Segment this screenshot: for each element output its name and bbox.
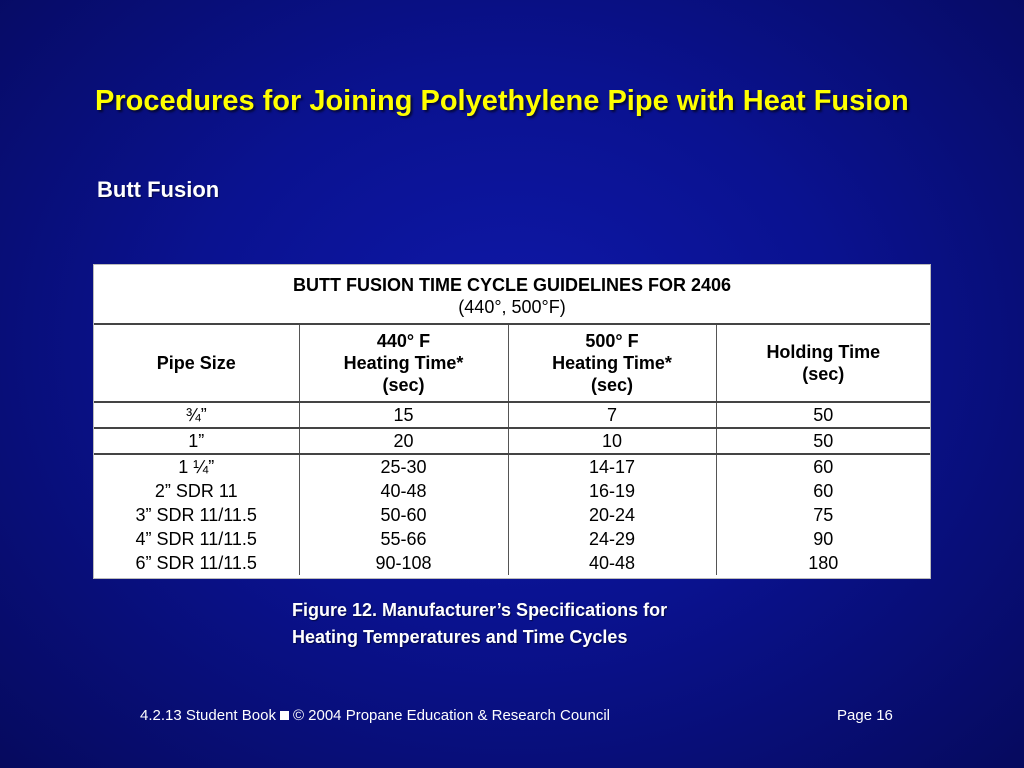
header-line: 440° F (376, 331, 431, 351)
table-row (94, 527, 930, 551)
column-header-500f (508, 324, 716, 402)
cell-holding-time: 90 (813, 529, 834, 549)
caption-line-2: Heating Temperatures and Time Cycles (292, 627, 628, 647)
cell-holding-time: 50 (716, 428, 930, 454)
footer-book-label: 4.2.13 Student Book (140, 707, 276, 724)
cell-heating-500: 24-29 (508, 527, 716, 551)
table-row (94, 503, 930, 527)
table-subheading: (440°, 500°F) (458, 297, 566, 317)
table-caption-row (94, 265, 930, 324)
cell-heating-500: 16-19 (508, 479, 716, 503)
square-bullet-icon (280, 711, 289, 720)
footer-copyright: © 2004 Propane Education & Research Council (292, 707, 611, 724)
slide-title: Procedures for Joining Polyethylene Pipe with Heat Fusion (95, 85, 909, 117)
cell-holding-time: 60 (813, 457, 834, 477)
cell-heating-440: 15 (299, 402, 508, 428)
spec-table-figure (93, 264, 931, 579)
caption-line-1: Figure 12. Manufacturer’s Specifications for (292, 600, 668, 620)
cell-pipe-size: 1” (94, 428, 299, 454)
column-header-pipe-size (94, 324, 299, 402)
header-line: Holding Time (766, 342, 881, 362)
header-line: (sec) (590, 375, 634, 395)
cell-pipe-size: 4” SDR 11/11.5 (94, 527, 299, 551)
cell-heating-500: 10 (508, 428, 716, 454)
cell-pipe-size: 3” SDR 11/11.5 (94, 503, 299, 527)
cell-heating-440: 20 (299, 428, 508, 454)
cell-heating-500: 14-17 (508, 454, 716, 479)
column-header-holding-time (716, 324, 930, 402)
table-row (94, 402, 930, 428)
header-line: (sec) (802, 364, 845, 384)
slide-subtitle: Butt Fusion (97, 177, 220, 202)
cell-pipe-size: 2” SDR 11 (94, 479, 299, 503)
cell-heating-500: 20-24 (508, 503, 716, 527)
page-number: Page 16 (837, 707, 893, 724)
cell-heating-500: 7 (508, 402, 716, 428)
figure-caption (292, 597, 812, 651)
header-line: Pipe Size (156, 353, 236, 373)
table-caption-cell (94, 265, 930, 324)
cell-holding-time: 50 (716, 402, 930, 428)
table-row (94, 551, 930, 575)
table-heading: BUTT FUSION TIME CYCLE GUIDELINES FOR 2406 (293, 275, 732, 295)
table-row (94, 428, 930, 454)
header-line: Heating Time* (343, 353, 464, 373)
cell-pipe-size: ¾” (94, 402, 299, 428)
cell-pipe-size: 1 ¼” (94, 454, 299, 479)
table-row (94, 454, 930, 479)
cell-holding-time: 60 (813, 481, 834, 501)
header-line: Heating Time* (552, 353, 672, 373)
cell-heating-440: 25-30 (299, 454, 508, 479)
cell-heating-440: 90-108 (299, 551, 508, 575)
cell-holding-time: 75 (813, 505, 834, 525)
header-line: (sec) (382, 375, 425, 395)
footer-credits (140, 706, 610, 726)
table-row (94, 479, 930, 503)
cell-holding-time: 180 (808, 553, 839, 573)
cell-pipe-size: 6” SDR 11/11.5 (94, 551, 299, 575)
cell-heating-500: 40-48 (508, 551, 716, 575)
cell-heating-440: 50-60 (299, 503, 508, 527)
cell-heating-440: 55-66 (299, 527, 508, 551)
table-header-row (94, 324, 930, 402)
butt-fusion-table (94, 265, 930, 575)
column-header-440f (299, 324, 508, 402)
cell-heating-440: 40-48 (299, 479, 508, 503)
header-line: 500° F (585, 331, 639, 351)
